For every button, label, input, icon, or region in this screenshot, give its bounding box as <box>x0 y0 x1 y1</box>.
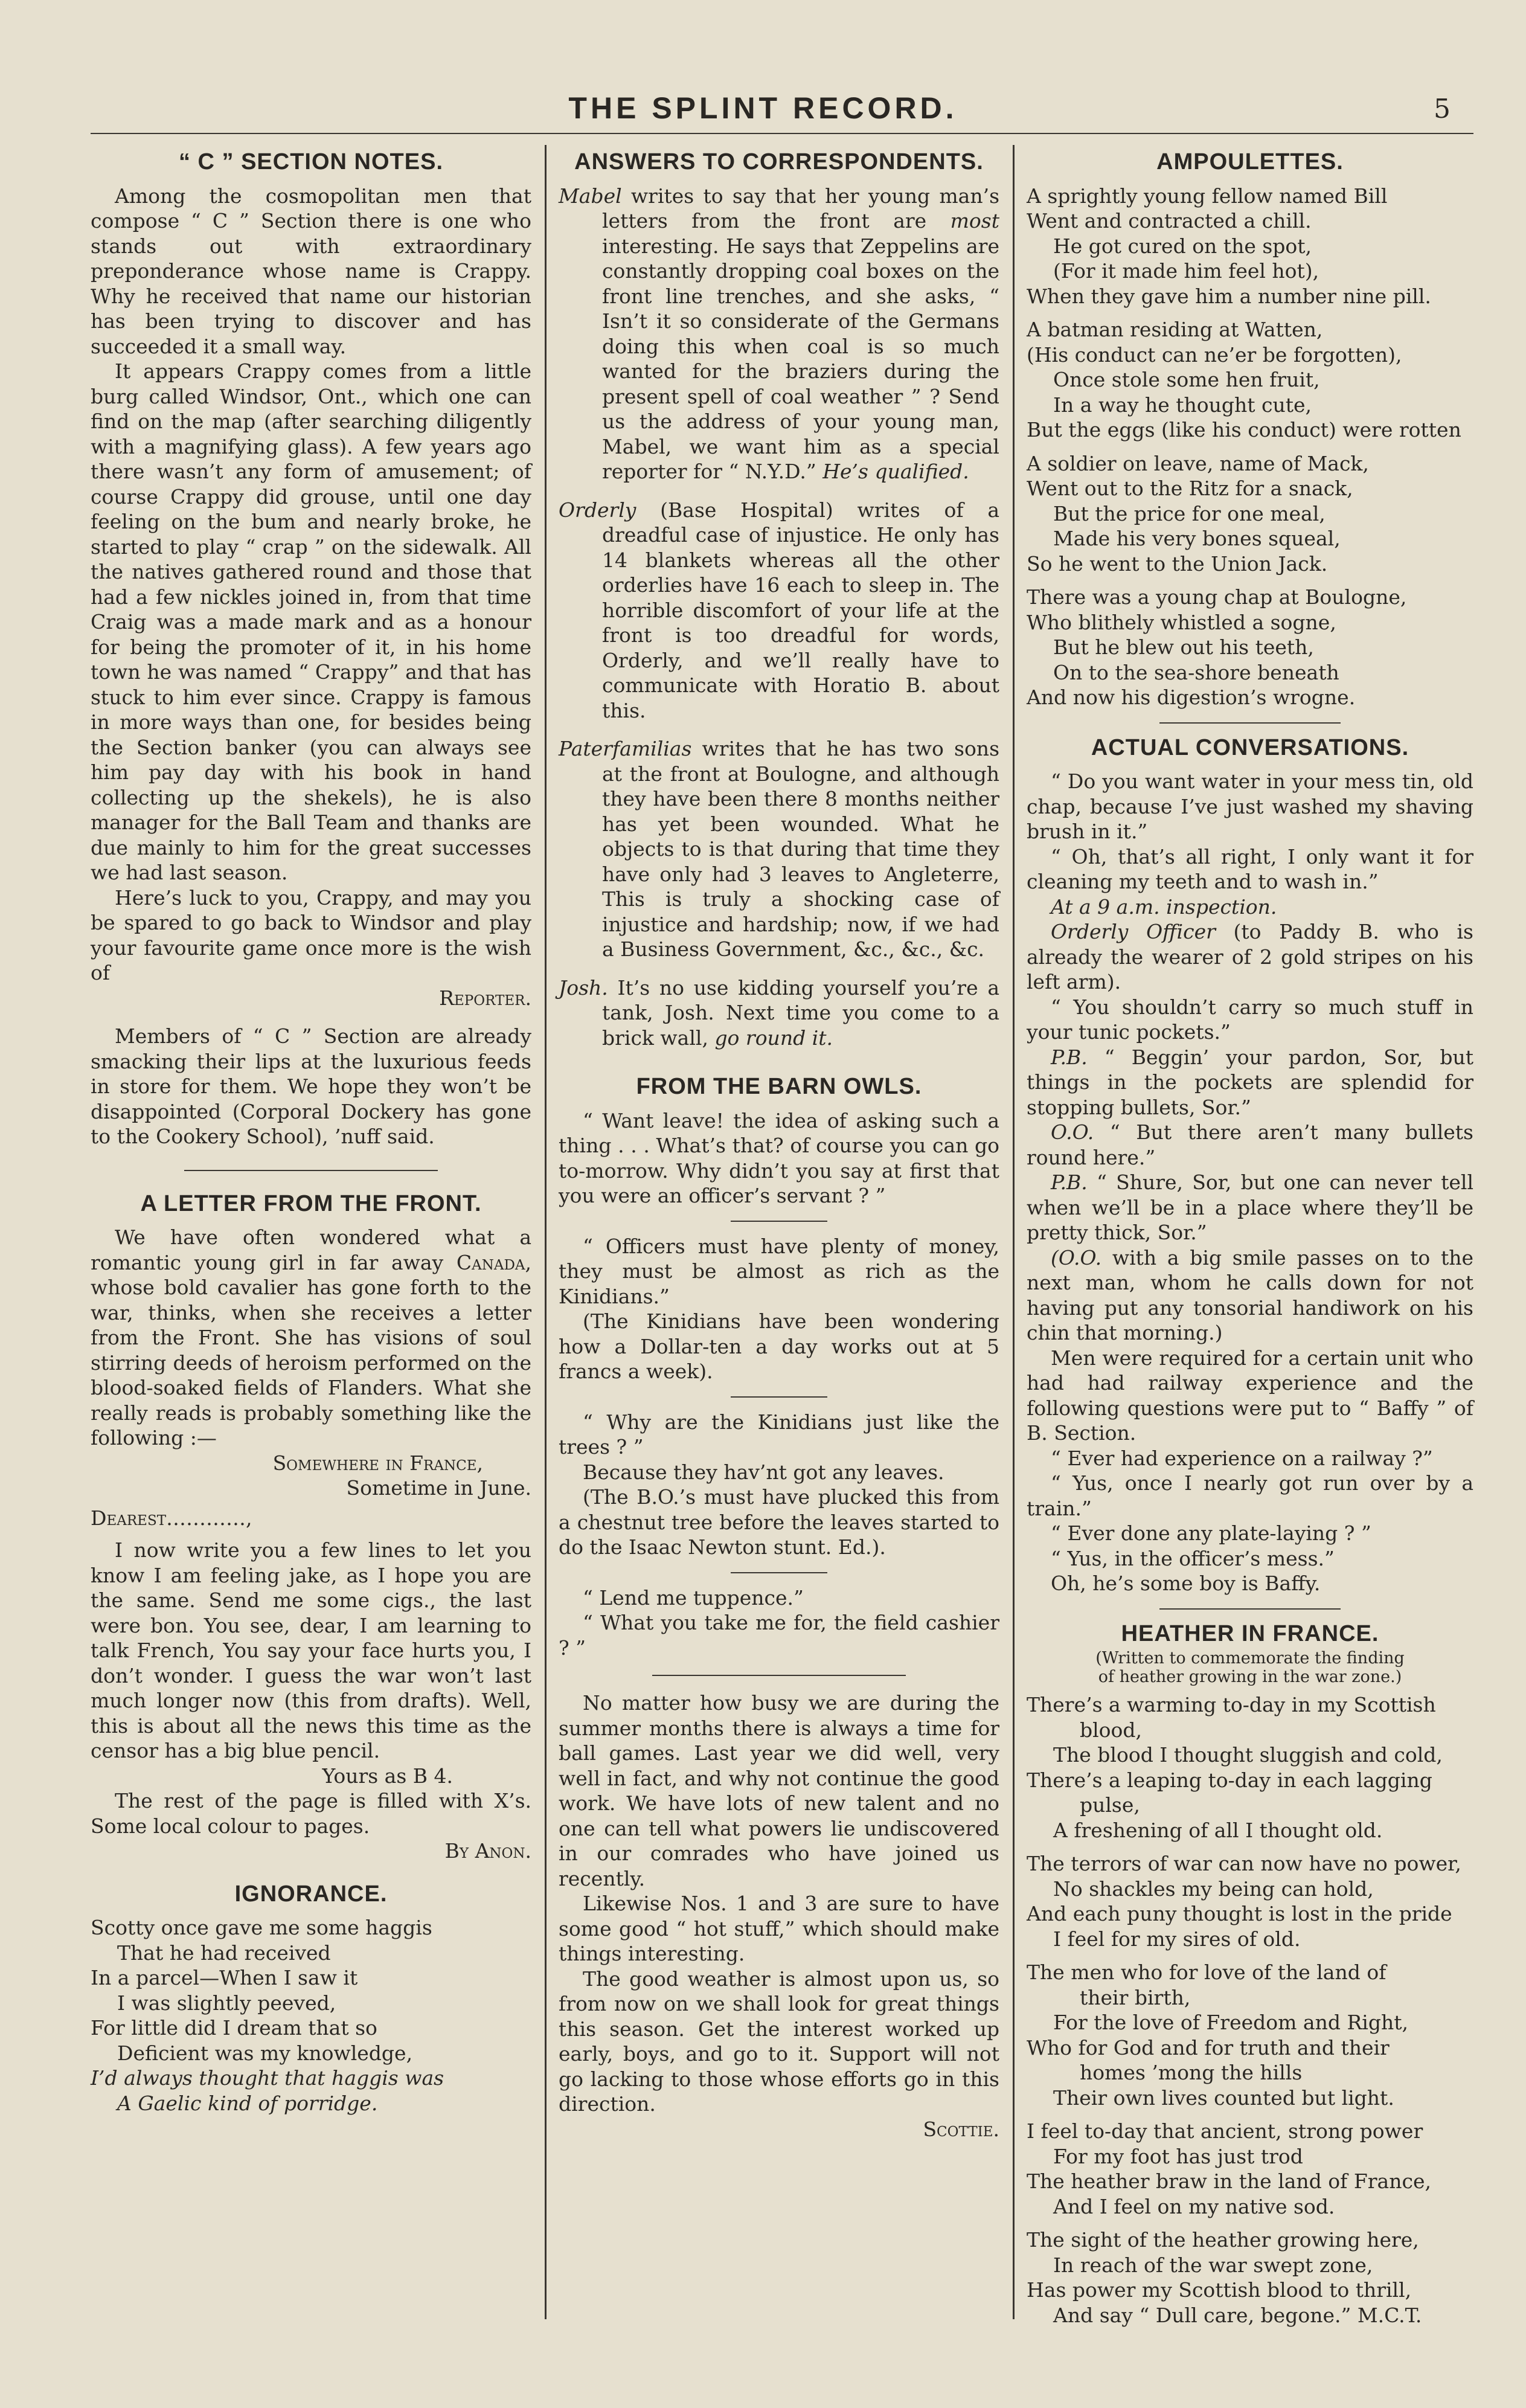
paragraph: O.O. “ But there aren’t many bullets round here.” <box>1027 1120 1473 1169</box>
paragraph: Oh, he’s some boy is Baffy. <box>1051 1572 1321 1595</box>
poem-stanza <box>1027 2227 1473 2328</box>
paragraph: “ You shouldn’t carry so much stuff in your tunic pockets.” <box>1027 995 1473 1044</box>
section-heading: IGNORANCE. <box>234 1881 388 1907</box>
poem-line: There was a young chap at Boulogne, <box>1027 585 1407 609</box>
paragraph: “ Ever done any plate-laying ? ” <box>1051 1521 1371 1545</box>
divider <box>731 1572 827 1573</box>
poem-line: Once stole some hen fruit, <box>1053 368 1320 391</box>
poem-line: I feel for my sires of old. <box>1053 1927 1301 1951</box>
poem <box>91 1915 531 2116</box>
limerick <box>1027 451 1473 577</box>
section-heading: ACTUAL CONVERSATIONS. <box>1091 734 1409 760</box>
correspondent-entry: Josh. It’s no use kidding yourself you’re a tank, Josh. Next time you come to a brick wall, go round it. <box>559 975 999 1050</box>
paragraph: “ Why are the Kinidians just like the trees ? ” <box>559 1410 999 1459</box>
poem-line: There’s a leaping to-day in each lagging <box>1027 1768 1432 1792</box>
poem-line: And I feel on my native sod. <box>1053 2194 1335 2218</box>
poem-line: The heather braw in the land of France, <box>1027 2169 1431 2193</box>
poem-line: When they gave him a number nine pill. <box>1027 284 1431 308</box>
column-rule <box>545 145 547 2319</box>
poem-line: In reach of the war swept zone, <box>1053 2253 1373 2277</box>
section-heading: AMPOULETTES. <box>1156 149 1344 175</box>
divider <box>1159 1608 1341 1610</box>
poem-line: their birth, <box>1080 1985 1191 2009</box>
divider <box>1159 722 1341 724</box>
poem-stanza <box>1027 1692 1473 1843</box>
paragraph: The rest of the page is filled with X’s. Some local colour to pages. <box>91 1789 531 1838</box>
poem-stanza <box>1027 1960 1473 2110</box>
poem-line: The sight of the heather growing here, <box>1027 2228 1419 2252</box>
poem-line: A batman residing at Watten, <box>1027 318 1323 341</box>
subheading: (Written to commemorate the finding of heather growing in the war zone.) <box>1095 1649 1405 1686</box>
poem-line: The blood I thought sluggish and cold, <box>1053 1743 1443 1767</box>
paragraph: “ Want leave! the idea of asking such a thing . . . What’s that? of course you can go to-morrow. Why didn’t you say at first that you were an officer’s servant ? ” <box>559 1108 999 1207</box>
divider <box>652 1675 906 1676</box>
poem-line: But the price for one meal, <box>1053 501 1326 525</box>
divider <box>184 1170 438 1171</box>
paragraph: Among the cosmopolitan men that compose “ C ” Section there is one who stands out with extraordinary preponderance whose name is Crappy. Why he received that name our historian has been trying to discover and has succeeded it a small way. <box>91 184 531 358</box>
section-heading: FROM THE BARN OWLS. <box>636 1074 922 1099</box>
page-number: 5 <box>1434 94 1451 124</box>
limerick <box>1027 585 1473 710</box>
poem-line: The terrors of war can now have no power, <box>1027 1852 1461 1875</box>
paragraph: We have often wondered what a romantic young girl in far away Canada, whose bold cavalier has gone forth to the war, thinks, when she receives a letter from the Front. She has visions of soul stirring deeds of heroism performed on the blood-soaked fields of Flanders. What she really reads is probably something like the following :— <box>91 1225 531 1450</box>
paragraph: Here’s luck to you, Crappy, and may you be spared to go back to Windsor and play your favourite game once more is the wish of <box>91 885 531 984</box>
column-1 <box>91 150 531 2116</box>
poem-line: (His conduct can ne’er be forgotten), <box>1027 342 1402 367</box>
poem-line: And now his digestion’s wrogne. <box>1027 685 1356 709</box>
section-heading: ANSWERS TO CORRESPONDENTS. <box>574 149 984 175</box>
poem-line: A sprightly young fellow named Bill <box>1027 184 1388 208</box>
poem-line: homes ’mong the hills <box>1080 2061 1303 2084</box>
paragraph: “ Oh, that’s all right, I only want it for cleaning my teeth and to wash in.” <box>1027 844 1473 893</box>
poem-line: Scotty once gave me some haggis <box>91 1916 432 1939</box>
poem-line: A Gaelic kind of porridge. <box>117 2091 378 2115</box>
paragraph: “ What you take me for, the field cashier ? ” <box>559 1611 999 1660</box>
column-rule <box>1013 145 1015 2319</box>
limerick <box>1027 317 1473 443</box>
paragraph: “ Do you want water in your mess tin, old chap, because I’ve just washed my shaving brush in it.” <box>1027 769 1473 843</box>
poem-line: I feel to-day that ancient, strong power <box>1027 2119 1423 2143</box>
section-heading: A LETTER FROM THE FRONT. <box>140 1190 482 1216</box>
poem-line: In a way he thought cute, <box>1053 393 1312 417</box>
paragraph: The good weather is almost upon us, so from now on we shall look for great things this season. Get the interest worked up early, boys, and go to it. Support will not go lacking to those whose efforts go in this direction. <box>559 1967 999 2116</box>
poem-line: But he blew out his teeth, <box>1053 635 1314 659</box>
poem-line: So he went to the Union Jack. <box>1027 551 1328 576</box>
paragraph: P.B. “ Shure, Sor, but one can never tell when we’ll be in a place where they’ll be pretty thick, Sor.” <box>1027 1170 1473 1244</box>
poem-stanza <box>1027 2119 1473 2219</box>
poem-line: Deficient was my knowledge, <box>117 2041 413 2065</box>
letter-salutation: Dearest…………, <box>91 1506 252 1530</box>
paragraph: At a 9 a.m. inspection. <box>1051 894 1277 919</box>
letter-body: I now write you a few lines to let you know I am feeling jake, as I hope you are the same. Send me some cigs., the last were bon. You see, dear, I am learning to talk French, You say your face hurts you, I don’t wonder. I guess the war won’t last much longer now (this from drafts). Well, this is about all the news this time as the censor has a big blue pencil. <box>91 1538 531 1762</box>
correspondent-entry: Paterfamilias writes that he has two sons at the front at Boulogne, and although they have been there 8 months neither has yet been wounded. What he objects to is that during that time they have only had 3 leaves to Angleterre, This is truly a shocking case of injustice and hardship; now, if we had a Business Government, &c., &c., &c. <box>559 737 999 961</box>
paragraph: “ Officers must have plenty of money, they must be almost as rich as the Kinidians.” <box>559 1234 999 1308</box>
limerick <box>1027 184 1473 309</box>
poem-line: pulse, <box>1080 1793 1140 1817</box>
masthead-title: THE SPLINT RECORD. <box>568 91 958 125</box>
poem-line: The men who for love of the land of <box>1027 1960 1387 1984</box>
poem-line: I was slightly peeved, <box>117 1991 336 2015</box>
poem-line: blood, <box>1080 1718 1143 1742</box>
divider <box>731 1396 827 1398</box>
poem-line: Who blithely whistled a sogne, <box>1027 610 1336 634</box>
paragraph: “ Ever had experience on a railway ?” <box>1051 1446 1433 1470</box>
poem-line: No shackles my being can hold, <box>1053 1877 1374 1901</box>
poem-line: For little did I dream that so <box>91 2016 377 2040</box>
poem-line: That he had received <box>117 1941 331 1965</box>
paragraph: “ Yus, in the officer’s mess.” <box>1051 1546 1335 1570</box>
poem-line: Went out to the Ritz for a snack, <box>1027 477 1353 500</box>
paragraph: Because they hav’nt got any leaves. <box>583 1460 944 1484</box>
column-2 <box>559 150 999 2142</box>
poem-line: Their own lives counted but light. <box>1053 2085 1394 2110</box>
poem-line: For the love of Freedom and Right, <box>1053 2011 1408 2034</box>
byline: By Anon. <box>444 1839 531 1863</box>
poem-line: But the eggs (like his conduct) were rotten <box>1027 418 1461 441</box>
poem-line: And say “ Dull care, begone.” M.C.T. <box>1053 2303 1422 2327</box>
poem-line: (For it made him feel hot), <box>1053 259 1319 283</box>
correspondent-entry: Orderly (Base Hospital) writes of a dreadful case of injustice. He only has 14 blankets whereas all the other orderlies have 16 each to sleep in. The horrible discomfort of your life at the front is too dreadful for words, Orderly, and we’ll really have to communicate with Horatio B. about this. <box>559 498 999 722</box>
poem-line: I’d always thought that haggis was <box>91 2066 444 2090</box>
letter-date: Sometime in June. <box>346 1476 531 1500</box>
letter-closing: Yours as B 4. <box>322 1764 453 1788</box>
byline: Scottie. <box>923 2117 999 2141</box>
paragraph: (The Kinidians have been wondering how a Dollar-ten a day works out at 5 francs a week). <box>559 1309 999 1383</box>
poem-stanza <box>1027 1851 1473 1951</box>
paragraph: Likewise Nos. 1 and 3 are sure to have some good “ hot stuff,” which should make things interesting. <box>559 1892 999 1965</box>
poem-line: He got cured on the spot, <box>1053 234 1312 258</box>
section-heading: “ C ” SECTION NOTES. <box>178 149 444 175</box>
paragraph: It appears Crappy comes from a little burg called Windsor, Ont., which one can find on the map (after searching diligently with a magnifying glass). A few years ago there wasn’t any form of amusement; of course Crappy did grouse, until one day feeling on the bum and nearly broke, he started to play “ crap ” on the sidewalk. All the natives gathered round and those that had a few nickles joined in, from that time Craig was a made mark and as a honour for being the promoter of it, in his home town he was named “ Crappy” and that has stuck to him ever since. Crappy is famous in more ways than one, for besides being the Section banker (you can always see him pay day with his book in hand collecting up the shekels), he is also manager for the Ball Team and thanks are due mainly to him for the great successes we had last season. <box>91 359 531 884</box>
poem-line: Who for God and for truth and their <box>1027 2035 1390 2060</box>
poem-line: A soldier on leave, name of Mack, <box>1027 451 1369 475</box>
paragraph: Orderly Officer (to Paddy B. who is already the wearer of 2 gold stripes on his left arm). <box>1027 920 1473 994</box>
poem-line: There’s a warming to-day in my Scottish <box>1027 1693 1436 1716</box>
poem-line: Made his very bones squeal, <box>1053 527 1341 550</box>
masthead-rule <box>91 133 1473 134</box>
paragraph: “ Lend me tuppence.” <box>583 1585 804 1610</box>
paragraph: Members of “ C ” Section are already smacking their lips at the luxurious feeds in store for them. We hope they won’t be disappointed (Corporal Dockery has gone to the Cookery School), ’nuff said. <box>91 1024 531 1148</box>
poem-line: A freshening of all I thought old. <box>1053 1818 1383 1842</box>
paragraph: P.B. “ Beggin’ your pardon, Sor, but things in the pockets are splendid for stopping bullets, Sor.” <box>1027 1045 1473 1119</box>
paragraph: “ Yus, once I nearly got run over by a train.” <box>1027 1471 1473 1520</box>
paragraph: (The B.O.’s must have plucked this from a chestnut tree before the leaves started to do the Isaac Newton stunt. Ed.). <box>559 1485 999 1559</box>
section-heading: HEATHER IN FRANCE. <box>1121 1620 1379 1646</box>
byline: Reporter. <box>439 986 531 1010</box>
poem-line: In a parcel—When I saw it <box>91 1966 358 1989</box>
letter-place: Somewhere in France, <box>272 1451 483 1475</box>
divider <box>731 1221 827 1222</box>
paragraph: (O.O. with a big smile passes on to the next man, whom he calls down for not having put any tonsorial handiwork on his chin that morning.) <box>1027 1245 1473 1344</box>
poem-line: On to the sea-shore beneath <box>1053 660 1339 684</box>
paragraph: Men were required for a certain unit who had had railway experience and the following questions were put to “ Baffy ” of B. Section. <box>1027 1346 1473 1445</box>
poem-line: Has power my Scottish blood to thrill, <box>1027 2278 1412 2302</box>
paragraph: No matter how busy we are during the summer months there is always a time for ball games. Last year we did well, very well in fact, and why not continue the good work. We have lots of new talent and no one can tell what powers lie undiscovered in our comrades who have joined us recently. <box>559 1691 999 1890</box>
column-3 <box>1027 150 1473 2336</box>
poem-line: And each puny thought is lost in the pride <box>1027 1902 1452 1925</box>
correspondent-entry: Mabel writes to say that her young man’s letters from the front are most interesting. He says that Zeppelins are constantly dropping coal boxes on the front line trenches, and she asks, “ Isn’t it so considerate of the Germans doing this when coal is so much wanted for the braziers during the present spell of coal weather ” ? Send us the address of your young man, Mabel, we want him as a special reporter for “ N.Y.D.” He’s qualified. <box>559 184 999 483</box>
poem-line: Went and contracted a chill. <box>1027 209 1312 233</box>
poem-line: For my foot has just trod <box>1053 2144 1303 2168</box>
